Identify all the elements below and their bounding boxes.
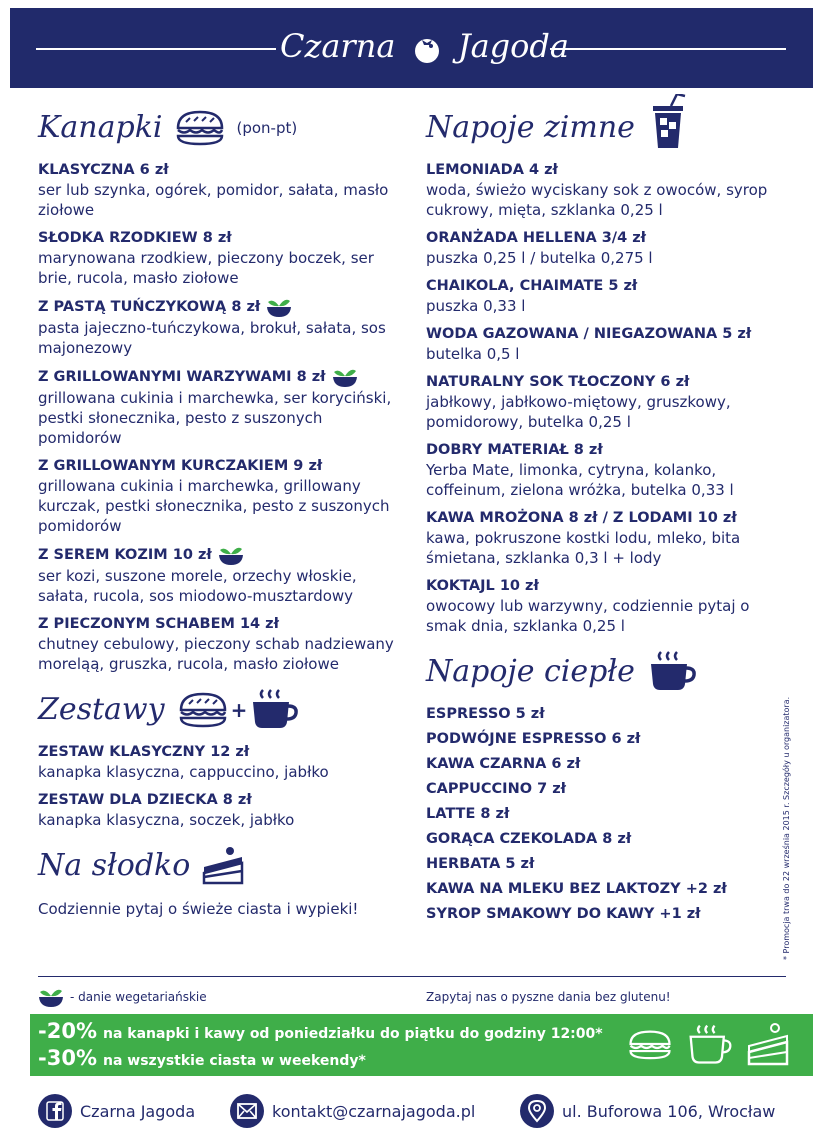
menu-item-herbata	[426, 854, 776, 874]
menu-item-lemoniada	[426, 160, 776, 220]
item-name: Z GRILLOWANYMI WARZYWAMI 8 zł	[38, 369, 326, 385]
promo-terms-note: * Promocja trwa do 22 września 2015 r. Szczegóły u organizatora.	[782, 696, 791, 960]
item-name: DOBRY MATERIAŁ 8 zł	[426, 442, 603, 458]
item-desc: grillowana cukinia i marchewka, grillowany kurczak, pestki słonecznika, pesto z suszonych pomidorów	[38, 477, 390, 535]
location-pin-icon	[520, 1094, 554, 1128]
item-desc: woda, świeżo wyciskany sok z owoców, syrop cukrowy, mięta, szklanka 0,25 l	[426, 181, 768, 219]
hot-coffee-icon	[647, 650, 697, 694]
menu-item-syrop-smakowy	[426, 904, 776, 924]
header-line-right	[550, 48, 786, 50]
promo-percent: -30%	[38, 1046, 97, 1070]
header-line-left	[36, 48, 276, 50]
berry-icon	[410, 34, 444, 64]
sandwich-icon	[177, 690, 229, 730]
item-desc: ser lub szynka, ogórek, pomidor, sałata, masło ziołowe	[38, 181, 389, 219]
contact-footer	[38, 1092, 798, 1130]
item-desc: chutney cebulowy, pieczony schab nadziewany moreląą, gruszka, rucola, masło ziołowe	[38, 635, 394, 673]
item-name: SYROP SMAKOWY DO KAWY +1 zł	[426, 906, 701, 922]
menu-item-kawa-mrozona	[426, 508, 776, 568]
menu-item-ser-kozi	[38, 544, 398, 606]
sandwich-icon	[174, 108, 226, 148]
iced-drink-icon	[647, 94, 693, 150]
menu-item-kawa-czarna	[426, 754, 776, 774]
menu-item-latte	[426, 804, 776, 824]
menu-item-sok-tloczony	[426, 372, 776, 432]
facebook-icon	[38, 1094, 72, 1128]
zestawy-title: Zestawy	[38, 692, 165, 727]
sandwich-outline-icon	[627, 1022, 673, 1066]
item-name: ORANŻADA HELLENA 3/4 zł	[426, 230, 647, 246]
item-desc: puszka 0,33 l	[426, 297, 526, 315]
email-icon	[230, 1094, 264, 1128]
menu-item-zestaw-dla-dziecka	[38, 790, 398, 830]
item-name: HERBATA 5 zł	[426, 856, 535, 872]
item-desc: butelka 0,5 l	[426, 345, 520, 363]
item-name: Z GRILLOWANYM KURCZAKIEM 9 zł	[38, 458, 323, 474]
section-title-na-slodko	[38, 838, 398, 894]
menu-item-klasyczna	[38, 160, 398, 220]
facebook-contact[interactable]	[38, 1094, 238, 1128]
item-desc: grillowana cukinia i marchewka, ser koryciński, pestki słonecznika, pesto z suszonych pomidorów	[38, 389, 392, 447]
item-name: GORĄCA CZEKOLADA 8 zł	[426, 831, 632, 847]
item-desc: Yerba Mate, limonka, cytryna, kolanko, coffeinum, zielona wróżka, butelka 0,33 l	[426, 461, 734, 499]
email-address: kontakt@czarnajagoda.pl	[272, 1101, 476, 1121]
vegetarian-bowl-icon	[38, 986, 64, 1008]
item-name-row	[38, 296, 398, 318]
promo-percent: -20%	[38, 1019, 97, 1043]
section-title-napoje-zimne	[426, 100, 776, 156]
na-slodko-text: Codziennie pytaj o świeże ciasta i wypieki!	[38, 900, 359, 918]
menu-item-cappuccino	[426, 779, 776, 799]
plus-sign: +	[230, 698, 248, 722]
promo-row-2	[38, 1046, 366, 1070]
item-name: NATURALNY SOK TŁOCZONY 6 zł	[426, 374, 690, 390]
email-contact[interactable]	[230, 1094, 520, 1128]
promo-text: na kanapki i kawy od poniedziałku do piątku do godziny 12:00*	[102, 1026, 603, 1042]
item-desc: jabłkowy, jabłkowo-miętowy, gruszkowy, pomidorowy, butelka 0,25 l	[426, 393, 731, 431]
kanapki-subtitle: (pon-pt)	[236, 119, 298, 137]
cake-outline-icon	[747, 1022, 791, 1068]
menu-item-grillowane-warzywa	[38, 366, 398, 448]
vegetarian-bowl-icon	[266, 296, 292, 318]
item-name: Z PIECZONYM SCHABEM 14 zł	[38, 616, 280, 632]
item-name: KAWA CZARNA 6 zł	[426, 756, 581, 772]
item-name-row	[38, 544, 398, 566]
vegetarian-bowl-icon	[332, 366, 358, 388]
na-slodko-title: Na słodko	[38, 848, 191, 883]
gluten-free-note: Zapytaj nas o pyszne dania bez glutenu!	[426, 990, 671, 1004]
menu-item-dobry-material	[426, 440, 776, 500]
brand-name-second: Jagoda	[457, 27, 569, 65]
facebook-name: Czarna Jagoda	[80, 1101, 196, 1121]
menu-item-slodka-rzodkiew	[38, 228, 398, 288]
left-column	[38, 100, 398, 920]
menu-item-espresso	[426, 704, 776, 724]
item-name: KAWA MROŻONA 8 zł / Z LODAMI 10 zł	[426, 510, 737, 526]
item-desc: marynowana rzodkiew, pieczony boczek, ser brie, rucola, masło ziołowe	[38, 249, 374, 287]
item-name: KOKTAJL 10 zł	[426, 578, 539, 594]
vegetarian-legend-text: - danie wegetariańskie	[70, 990, 207, 1004]
brand-name-first: Czarna	[280, 27, 396, 65]
menu-item-goraca-czekolada	[426, 829, 776, 849]
menu-item-pieczony-schab	[38, 614, 398, 674]
item-name: Z PASTĄ TUŃCZYKOWĄ 8 zł	[38, 299, 261, 315]
item-name: Z SEREM KOZIM 10 zł	[38, 547, 212, 563]
menu-item-koktajl	[426, 576, 776, 636]
street-address: ul. Buforowa 106, Wrocław	[562, 1101, 776, 1121]
section-title-zestawy	[38, 682, 398, 738]
item-desc: pasta jajeczno-tuńczykowa, brokuł, sałata, sos majonezowy	[38, 319, 386, 357]
item-name: CHAIKOLA, CHAIMATE 5 zł	[426, 278, 638, 294]
vegetarian-legend	[38, 986, 207, 1008]
menu-item-oranzada	[426, 228, 776, 268]
napoje-cieple-title: Napoje ciepłe	[426, 654, 635, 689]
menu-item-pasta-tunczykowa	[38, 296, 398, 358]
item-desc: owocowy lub warzywny, codziennie pytaj o smak dnia, szklanka 0,25 l	[426, 597, 750, 635]
section-title-kanapki	[38, 100, 398, 156]
item-name: ZESTAW DLA DZIECKA 8 zł	[38, 792, 252, 808]
item-desc: kanapka klasyczna, cappuccino, jabłko	[38, 763, 329, 781]
item-name: ZESTAW KLASYCZNY 12 zł	[38, 744, 250, 760]
menu-item-zestaw-klasyczny	[38, 742, 398, 782]
coffee-cup-icon	[249, 688, 299, 732]
item-name: KLASYCZNA 6 zł	[38, 162, 169, 178]
item-desc: kawa, pokruszone kostki lodu, mleko, bita śmietana, szklanka 0,3 l + lody	[426, 529, 741, 567]
item-name: SŁODKA RZODKIEW 8 zł	[38, 230, 232, 246]
section-title-napoje-cieple	[426, 644, 776, 700]
item-name: CAPPUCCINO 7 zł	[426, 781, 567, 797]
item-name: LEMONIADA 4 zł	[426, 162, 558, 178]
item-name: LATTE 8 zł	[426, 806, 510, 822]
header-banner	[10, 8, 813, 88]
promo-icons	[627, 1022, 791, 1068]
item-desc: kanapka klasyczna, soczek, jabłko	[38, 811, 295, 829]
menu-item-kawa-bez-laktozy	[426, 879, 776, 899]
promo-row-1	[38, 1019, 603, 1043]
footer-divider	[38, 976, 786, 977]
menu-item-podwojne-espresso	[426, 729, 776, 749]
brand-logo	[280, 26, 569, 66]
item-name: KAWA NA MLEKU BEZ LAKTOZY +2 zł	[426, 881, 727, 897]
menu-item-grillowany-kurczak	[38, 456, 398, 536]
promo-bar	[30, 1014, 813, 1076]
vegetarian-bowl-icon	[218, 544, 244, 566]
kanapki-title: Kanapki	[38, 110, 163, 145]
item-name-row	[38, 366, 398, 388]
right-column	[426, 100, 776, 929]
cake-slice-icon	[202, 845, 246, 887]
menu-item-woda	[426, 324, 776, 364]
item-desc: puszka 0,25 l / butelka 0,275 l	[426, 249, 653, 267]
napoje-zimne-title: Napoje zimne	[426, 110, 635, 145]
item-desc: ser kozi, suszone morele, orzechy włoskie, sałata, rucola, sos miodowo-musztardowy	[38, 567, 357, 605]
item-name: PODWÓJNE ESPRESSO 6 zł	[426, 731, 641, 747]
address-contact[interactable]	[520, 1094, 775, 1128]
promo-text: na wszystkie ciasta w weekendy*	[102, 1053, 366, 1069]
item-name: ESPRESSO 5 zł	[426, 706, 545, 722]
coffee-outline-icon	[687, 1022, 733, 1068]
menu-item-chaikola	[426, 276, 776, 316]
item-name: WODA GAZOWANA / NIEGAZOWANA 5 zł	[426, 326, 752, 342]
